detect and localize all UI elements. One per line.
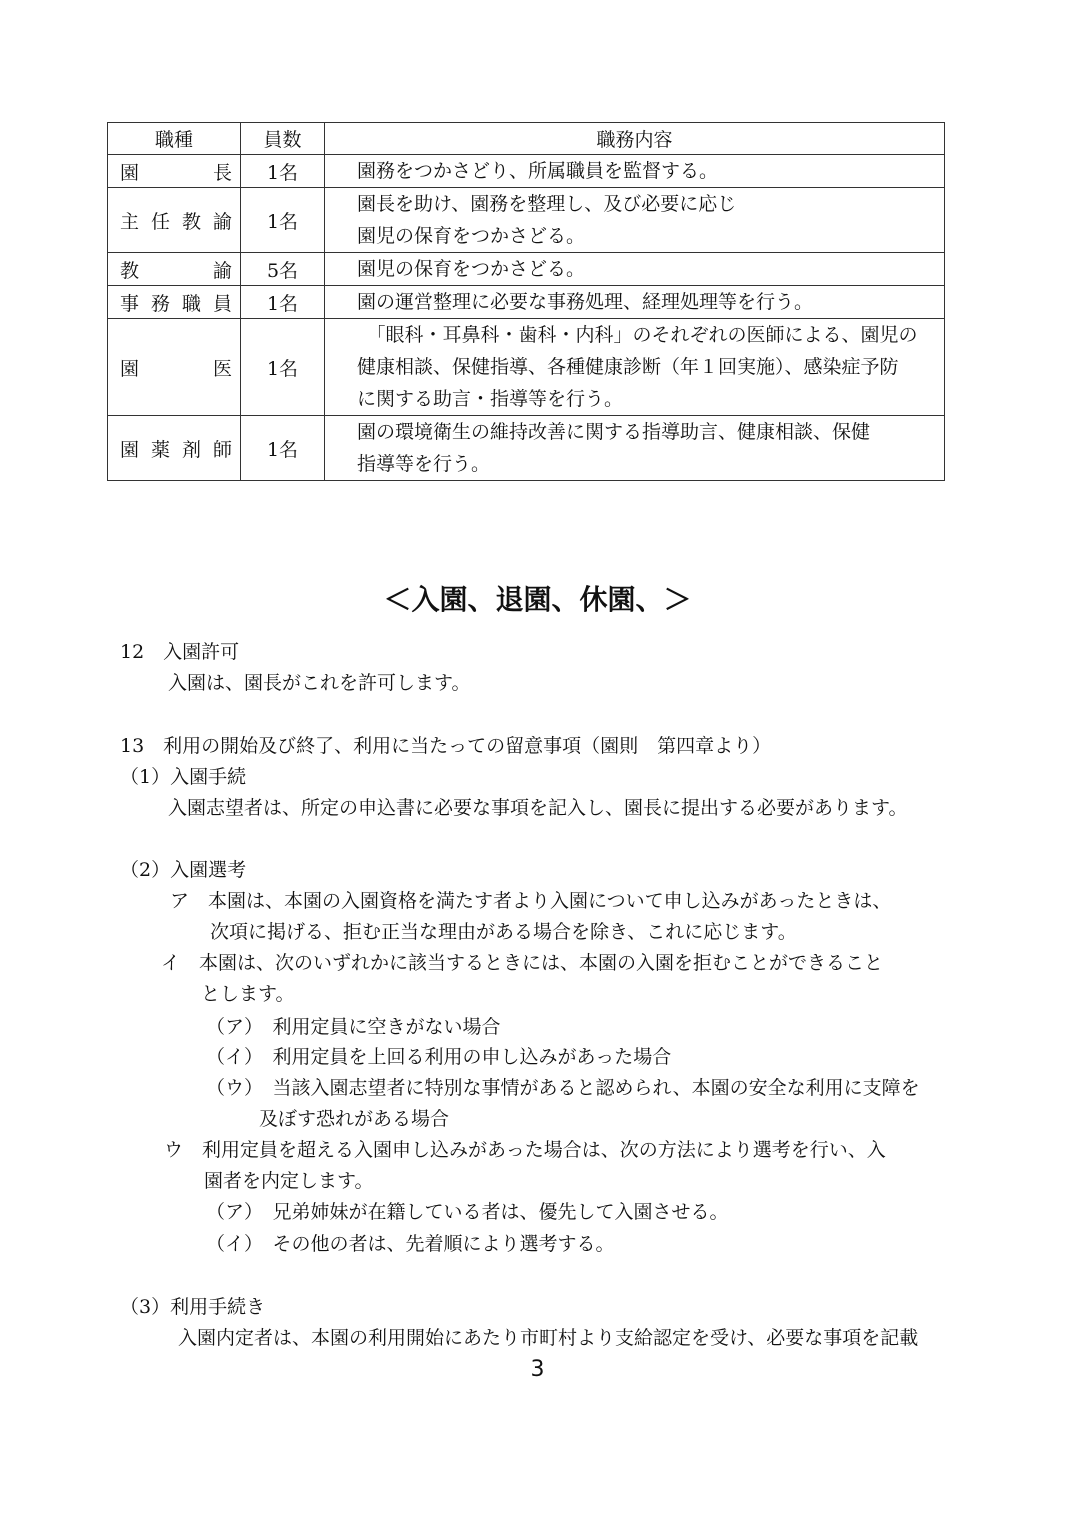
cell-job-type [108, 286, 241, 319]
cell-duties [325, 416, 945, 481]
table-row [108, 319, 945, 416]
section-13-3-title: （3）利用手続き [120, 1296, 266, 1318]
duty-line: 園務をつかさどり、所属職員を監督する。 [357, 160, 719, 182]
cell-duties [325, 155, 945, 188]
table-header-row [108, 123, 945, 155]
job-type-label: 園 医 [120, 357, 232, 380]
duty-line: 指導等を行う。 [357, 453, 491, 475]
duty-line: 健康相談、保健指導、各種健康診断（年１回実施）、感染症予防 [357, 356, 899, 378]
item-i-sub-i: （イ） 利用定員を上回る利用の申し込みがあった場合 [206, 1046, 672, 1068]
page-number: 3 [530, 1357, 545, 1382]
cell-duties [325, 286, 945, 319]
cell-job-type [108, 155, 241, 188]
duty-line: 園の運営整理に必要な事務処理、経理処理等を行う。 [357, 291, 814, 313]
item-i-line2: とします。 [201, 983, 295, 1005]
table-row [108, 253, 945, 286]
table-row [108, 416, 945, 481]
duty-line: に関する助言・指導等を行う。 [357, 388, 624, 410]
job-type-label: 教 諭 [120, 259, 232, 282]
item-i-sub-a: （ア） 利用定員に空きがない場合 [206, 1016, 501, 1038]
table-row [108, 188, 945, 253]
staff-table [107, 122, 945, 481]
item-u-line2: 園者を内定します。 [204, 1170, 374, 1192]
duty-line: 「眼科・耳鼻科・歯科・内科」のそれぞれの医師による、園児の [366, 324, 918, 346]
cell-count: 1名 [241, 155, 325, 188]
duty-line: 園児の保育をつかさどる。 [357, 225, 586, 247]
cell-job-type [108, 319, 241, 416]
table-row [108, 286, 945, 319]
cell-job-type [108, 416, 241, 481]
cell-count: 5名 [241, 253, 325, 286]
item-u-line1: ウ 利用定員を超える入園申し込みがあった場合は、次の方法により選考を行い、入 [164, 1139, 886, 1161]
job-type-label: 園 薬 剤 師 [120, 438, 232, 461]
section-13-1-text: 入園志望者は、所定の申込書に必要な事項を記入し、園長に提出する必要があります。 [168, 797, 908, 819]
section-heading: ＜入園、退園、休園、＞ [383, 583, 692, 616]
cell-count: 1名 [241, 286, 325, 319]
duty-line: 園児の保育をつかさどる。 [357, 258, 586, 280]
cell-count: 1名 [241, 416, 325, 481]
table-row [108, 155, 945, 188]
item-a-line1: ア 本園は、本園の入園資格を満たす者より入園について申し込みがあったときは、 [170, 890, 892, 912]
header-duties: 職務内容 [325, 123, 945, 155]
duty-line: 園長を助け、園務を整理し、及び必要に応じ [357, 193, 737, 215]
job-type-label: 主 任 教 諭 [120, 210, 232, 233]
item-i-line1: イ 本園は、次のいずれかに該当するときには、本園の入園を拒むことができること [161, 952, 884, 974]
header-job-type: 職種 [108, 123, 241, 155]
cell-duties [325, 188, 945, 253]
section-13-title: 13 利用の開始及び終了、利用に当たっての留意事項（園則 第四章より） [120, 735, 772, 757]
duty-line: 園の環境衛生の維持改善に関する指導助言、健康相談、保健 [357, 421, 871, 443]
cell-duties [325, 319, 945, 416]
item-a-line2: 次項に掲げる、拒む正当な理由がある場合を除き、これに応じます。 [210, 921, 797, 943]
cell-count: 1名 [241, 319, 325, 416]
cell-duties [325, 253, 945, 286]
job-type-label: 事 務 職 員 [120, 292, 232, 315]
section-12-text: 入園は、園長がこれを許可します。 [168, 672, 471, 694]
item-u-sub-i: （イ） その他の者は、先着順により選考する。 [206, 1233, 615, 1255]
cell-count: 1名 [241, 188, 325, 253]
item-i-sub-u-line1: （ウ） 当該入園志望者に特別な事情があると認められ、本園の安全な利用に支障を [206, 1077, 920, 1099]
item-u-sub-a: （ア） 兄弟姉妹が在籍している者は、優先して入園させる。 [206, 1201, 729, 1223]
section-13-3-text: 入園内定者は、本園の利用開始にあたり市町村より支給認定を受け、必要な事項を記載 [178, 1327, 919, 1349]
item-i-sub-u-line2: 及ぼす恐れがある場合 [259, 1108, 450, 1130]
section-13-1-title: （1）入園手続 [120, 766, 247, 788]
job-type-label: 園 長 [120, 161, 232, 184]
section-13-2-title: （2）入園選考 [120, 859, 247, 881]
cell-job-type [108, 253, 241, 286]
cell-job-type [108, 188, 241, 253]
section-12-title: 12 入園許可 [120, 641, 240, 663]
header-count: 員数 [241, 123, 325, 155]
